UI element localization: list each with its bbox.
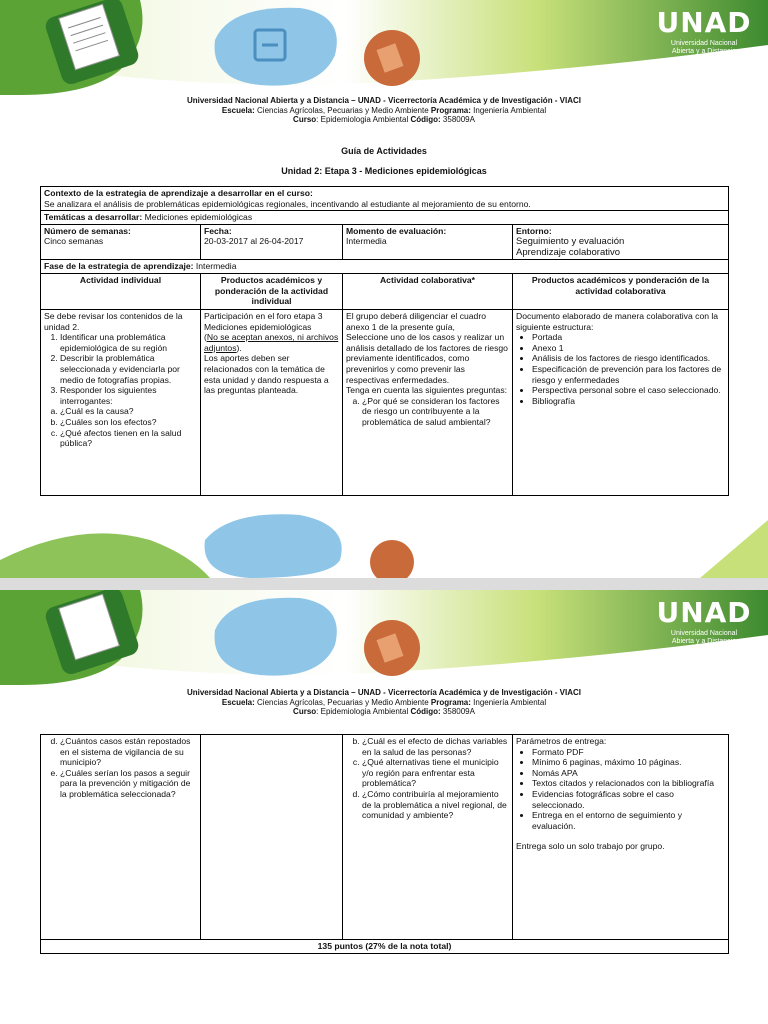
header-banner xyxy=(0,0,768,95)
weeks-value: Cinco semanas xyxy=(44,236,104,247)
info-row xyxy=(41,224,729,260)
logo-line-1: Universidad Nacional xyxy=(670,630,738,637)
individual-intro: Se debe revisar los contenidos de la unidad 2. xyxy=(44,310,183,332)
weeks-label: Número de semanas: xyxy=(44,225,131,236)
prod-colab-intro: Documento elaborado de manera colaborativa con la siguiente estructura: xyxy=(516,310,719,332)
list-item: • Especificación de prevención para los factores de riesgo y enfermedades xyxy=(532,364,725,385)
prod-individual-cell xyxy=(201,735,343,940)
unad-logo xyxy=(654,6,754,56)
individual-cell xyxy=(41,309,201,495)
context-row xyxy=(41,187,729,211)
logo-line-2: Abierta y a Distancia xyxy=(671,638,737,645)
prod-colaborativa-cell xyxy=(513,735,729,940)
individual-questions xyxy=(44,406,197,448)
header-line-3: Curso: Epidemiologia Ambiental Código: 358009A xyxy=(293,707,475,716)
col-head-prod-individual: Productos académicos y ponderación de la actividad individual xyxy=(201,273,343,309)
list-item: • Anexo 1 xyxy=(532,343,725,354)
delivery-params-label: Parámetros de entrega: xyxy=(516,736,607,746)
individual-questions-continued xyxy=(44,736,197,800)
page-separator xyxy=(0,578,768,590)
header-line-2: Escuela: Ciencias Agrícolas, Pecuarias y Medio Ambiente Programa: Ingeniería Ambiental xyxy=(221,105,547,115)
environment-label: Entorno: xyxy=(516,225,552,236)
topics-label: Temáticas a desarrollar: xyxy=(44,212,143,223)
list-item: • Textos citados y relacionados con la bibliografía xyxy=(532,778,725,789)
list-item: d. ¿Cómo contribuiría al mejoramiento de la problemática a nivel regional, de comunidad y ambiente? xyxy=(362,789,509,821)
date-value: 20-03-2017 al 26-04-2017 xyxy=(204,236,304,247)
unad-logo xyxy=(654,596,754,646)
delivery-params xyxy=(516,747,725,832)
individual-cell xyxy=(41,735,201,940)
list-item: a. ¿Cuál es la causa? xyxy=(60,406,197,417)
contributions-text: Los aportes deben ser relacionados con la temática de esta unidad y dando respuesta a las preguntas planteada. xyxy=(204,353,329,396)
col-head-individual: Actividad individual xyxy=(41,273,201,309)
phase-label: Fase de la estrategia de aprendizaje: xyxy=(44,261,194,272)
content-row xyxy=(41,309,729,495)
evaluation-label: Momento de evaluación: xyxy=(346,225,447,236)
colab-questions xyxy=(346,396,509,428)
environment-value-1: Seguimiento y evaluación xyxy=(516,236,625,248)
list-item: • Portada xyxy=(532,332,725,343)
points-total: 135 puntos (27% de la nota total) xyxy=(41,940,729,954)
context-text: Se analizara el análisis de problemáticas epidemiológicas regionales, incentivando al estudiante al mejoramiento de su entorno. xyxy=(44,198,531,209)
col-head-prod-colaborativa: Productos académicos y ponderación de la actividad colaborativa xyxy=(513,273,729,309)
prod-colaborativa-cell xyxy=(513,309,729,495)
list-item: 3. Responder los siguientes interrogantes: xyxy=(60,385,197,406)
list-item: c. ¿Qué alternativas tiene el municipio y/o región para enfrentar esta problemática? xyxy=(362,757,509,789)
points-row xyxy=(41,940,729,954)
column-header-row xyxy=(41,273,729,309)
col-head-colaborativa: Actividad colaborativa* xyxy=(343,273,513,309)
logo-line-1: Universidad Nacional xyxy=(670,40,738,47)
header-line-1: Universidad Nacional Abierta y a Distancia – UNAD - Vicerrectoría Académica y de Investigación - VIACI xyxy=(186,688,582,697)
logo-line-2: Abierta y a Distancia xyxy=(671,48,737,55)
banner-graphic xyxy=(0,0,768,95)
document-page-2 xyxy=(0,590,768,1024)
evaluation-value: Intermedia xyxy=(346,236,387,247)
colaborativa-cell xyxy=(343,309,513,495)
environment-value-2: Aprendizaje colaborativo xyxy=(516,247,621,259)
list-item: a. ¿Por qué se consideran los factores de riesgo un contribuyente a la problemática de salud ambiental? xyxy=(362,396,509,428)
delivery-note: Entrega solo un solo trabajo por grupo. xyxy=(516,841,665,852)
list-item: • Mínimo 6 paginas, máximo 10 páginas. xyxy=(532,757,725,768)
activities-table-continued xyxy=(40,734,729,954)
context-label: Contexto de la estrategia de aprendizaje a desarrollar en el curso: xyxy=(44,188,313,198)
individual-steps xyxy=(44,332,197,406)
list-item: • Evidencias fotográficas sobre el caso seleccionado. xyxy=(532,789,725,810)
activities-table xyxy=(40,186,729,496)
list-item: • Análisis de los factores de riesgo identificados. xyxy=(532,353,725,364)
list-item: • Entrega en el entorno de seguimiento y evaluación. xyxy=(532,810,725,831)
colab-p3: Tenga en cuenta las siguientes preguntas: xyxy=(346,385,508,396)
list-item: d. ¿Cuántos casos están repostados en el sistema de vigilancia de su municipio? xyxy=(60,736,197,768)
list-item: • Formato PDF xyxy=(532,747,725,758)
logo-mark: UNAD xyxy=(656,6,752,39)
list-item: 1. Identificar una problemática epidemiológica de su región xyxy=(60,332,197,353)
no-attachments-note: (No se aceptan anexos, ni archivos adjuntos). xyxy=(204,332,339,353)
guide-title: Guía de Actividades xyxy=(341,146,427,156)
banner-graphic xyxy=(0,590,768,685)
list-item: b. ¿Cuál es el efecto de dichas variables en la salud de las personas? xyxy=(362,736,509,757)
list-item: • Nomás APA xyxy=(532,768,725,779)
colab-p1: El grupo deberá diligenciar el cuadro anexo 1 de la presente guía, xyxy=(346,310,486,332)
content-row-continued xyxy=(41,735,729,940)
forum-text: Participación en el foro etapa 3 Mediciones epidemiológicas xyxy=(204,310,323,332)
list-item: • Bibliografía xyxy=(532,396,725,407)
header-banner xyxy=(0,590,768,685)
header-line-2: Escuela: Ciencias Agrícolas, Pecuarias y Medio Ambiente Programa: Ingeniería Ambiental xyxy=(221,697,547,707)
list-item: c. ¿Qué afectos tienen en la salud pública? xyxy=(60,428,197,449)
list-item: e. ¿Cuáles serían los pasos a seguir para la prevención y mitigación de la problemática seleccionada? xyxy=(60,768,197,800)
header-line-3: Curso: Epidemiologia Ambiental Código: 358009A xyxy=(293,115,475,124)
topics-row xyxy=(41,211,729,225)
header-line-1: Universidad Nacional Abierta y a Distancia – UNAD - Vicerrectoría Académica y de Investigación - VIACI xyxy=(186,96,582,105)
prod-individual-cell xyxy=(201,309,343,495)
colaborativa-cell xyxy=(343,735,513,940)
date-label: Fecha: xyxy=(204,225,232,236)
unit-title: Unidad 2: Etapa 3 - Mediciones epidemiológicas xyxy=(281,166,487,176)
phase-row xyxy=(41,260,729,274)
colab-questions-continued xyxy=(346,736,509,821)
institution-header xyxy=(0,688,768,717)
prod-colab-structure xyxy=(516,332,725,406)
phase-value: Intermedia xyxy=(193,261,237,272)
list-item: • Perspectiva personal sobre el caso seleccionado. xyxy=(532,385,725,396)
list-item: b. ¿Cuáles son los efectos? xyxy=(60,417,197,428)
list-item: 2. Describir la problemática seleccionada y evidenciarla por medio de fotografías propias. xyxy=(60,353,197,385)
colab-p2: Seleccione uno de los casos y realizar un análisis detallado de los factores de riesgo previamente identificados, como prevenirlos y como prevenir las respectivas enfermedades. xyxy=(346,332,508,385)
topics-value: Mediciones epidemiológicas xyxy=(142,212,253,223)
institution-header xyxy=(0,96,768,125)
logo-mark: UNAD xyxy=(656,596,752,629)
